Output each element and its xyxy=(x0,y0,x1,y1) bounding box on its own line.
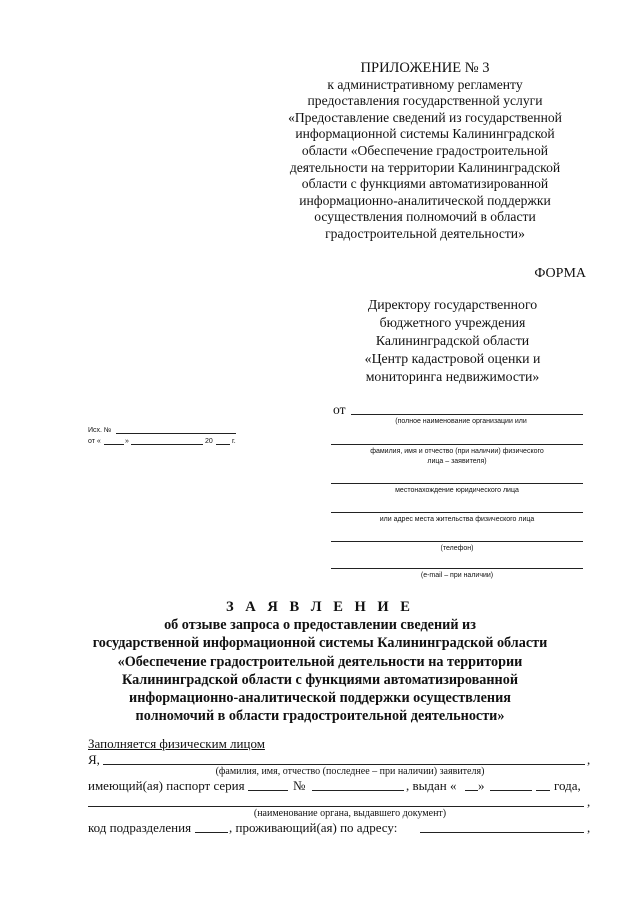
addressee-line: Калининградской области xyxy=(375,333,530,348)
issuing-authority-field[interactable] xyxy=(88,806,584,807)
from-caption: (телефон) xyxy=(440,545,474,552)
outgoing-year-prefix: 20 xyxy=(205,438,213,445)
addressee-block xyxy=(330,296,575,386)
residing-label: , проживающий(ая) по адресу: xyxy=(229,820,398,835)
appendix-line: градостроительной деятельности» xyxy=(325,225,525,241)
appendix-line: к административному регламенту xyxy=(327,76,523,92)
statement-line: государственной информационной системы Калининградской области xyxy=(92,635,548,652)
from-caption: местонахождение юридического лица xyxy=(395,487,519,494)
statement-line: Калининградской области с функциями автоматизированной xyxy=(121,671,519,688)
applicant-name-field[interactable] xyxy=(331,444,583,445)
appendix-line: области «Обеспечение градостроительной xyxy=(301,142,549,158)
appendix-header xyxy=(265,60,585,243)
outgoing-date-mid: » xyxy=(125,438,129,445)
comma: , xyxy=(587,794,591,809)
outgoing-number-field[interactable] xyxy=(116,433,236,434)
email-field[interactable] xyxy=(331,568,583,569)
addressee-line: «Центр кадастровой оценки и xyxy=(364,351,541,366)
issued-label: , выдан « xyxy=(406,778,457,793)
statement-line: полномочий в области градостроительной деятельности» xyxy=(135,708,505,725)
issued-month-field[interactable] xyxy=(490,790,532,791)
from-caption: (e-mail – при наличии) xyxy=(420,572,494,579)
residence-address-field[interactable] xyxy=(331,512,583,513)
comma: , xyxy=(587,820,591,835)
statement-line: «Обеспечение градостроительной деятельности на территории xyxy=(117,653,523,670)
addressee-line: мониторинга недвижимости» xyxy=(365,369,540,384)
passport-label: имеющий(ая) паспорт серия xyxy=(88,778,245,793)
applicant-fullname-field[interactable] xyxy=(103,764,585,765)
organization-name-field[interactable] xyxy=(351,414,583,415)
section-label: Заполняется физическим лицом xyxy=(88,736,265,751)
residing-address-field[interactable] xyxy=(420,832,584,833)
division-code-field[interactable] xyxy=(195,832,228,833)
form-label: ФОРМА xyxy=(534,266,586,281)
outgoing-date-label: от « xyxy=(88,438,101,445)
from-caption: лица – заявителя) xyxy=(427,458,487,465)
passport-series-field[interactable] xyxy=(248,790,288,791)
number-sign: № xyxy=(293,778,306,793)
from-caption: фамилия, имя и отчество (при наличии) физического xyxy=(370,448,544,455)
from-caption: или адрес места жительства физического лица xyxy=(379,516,535,523)
statement-line: об отзыве запроса о предоставлении сведений из xyxy=(164,617,476,634)
phone-field[interactable] xyxy=(331,541,583,542)
appendix-line: осуществления полномочий в области xyxy=(314,209,536,225)
division-label: код подразделения xyxy=(88,820,192,835)
appendix-title: ПРИЛОЖЕНИЕ № 3 xyxy=(360,60,490,76)
issued-year-field[interactable] xyxy=(536,790,550,791)
issued-day-field[interactable] xyxy=(465,790,478,791)
from-label: от xyxy=(333,402,346,417)
outgoing-year-suffix: г. xyxy=(232,438,236,445)
appendix-line: деятельности на территории Калининградской xyxy=(289,159,561,175)
legal-address-field[interactable] xyxy=(331,483,583,484)
statement-title xyxy=(80,598,560,725)
from-caption: (полное наименование организации или xyxy=(395,418,527,425)
authority-caption: (наименование органа, выдавшего документ) xyxy=(253,808,447,819)
appendix-line: предоставления государственной услуги xyxy=(307,93,543,109)
addressee-line: бюджетного учреждения xyxy=(379,315,526,330)
appendix-line: «Предоставление сведений из государственной xyxy=(288,109,562,125)
addressee-line: Директору государственного xyxy=(367,297,538,312)
i-label: Я, xyxy=(88,752,100,767)
name-caption: (фамилия, имя, отчество (последнее – при наличии) заявителя) xyxy=(215,766,485,777)
passport-number-field[interactable] xyxy=(312,790,404,791)
outgoing-number-label: Исх. № xyxy=(88,427,112,434)
outgoing-day-field[interactable] xyxy=(104,444,124,445)
statement-heading: З А Я В Л Е Н И Е xyxy=(226,599,414,615)
appendix-line: информационной системы Калининградской xyxy=(295,126,555,142)
outgoing-month-field[interactable] xyxy=(131,444,203,445)
issued-mid: » xyxy=(478,778,485,793)
statement-line: информационно-аналитической поддержки осуществления xyxy=(129,690,511,707)
appendix-line: области с функциями автоматизированной xyxy=(301,176,549,192)
year-label: года, xyxy=(554,778,581,793)
outgoing-year-field[interactable] xyxy=(216,444,230,445)
appendix-line: информационно-аналитической поддержки xyxy=(299,192,551,208)
comma: , xyxy=(587,752,591,767)
